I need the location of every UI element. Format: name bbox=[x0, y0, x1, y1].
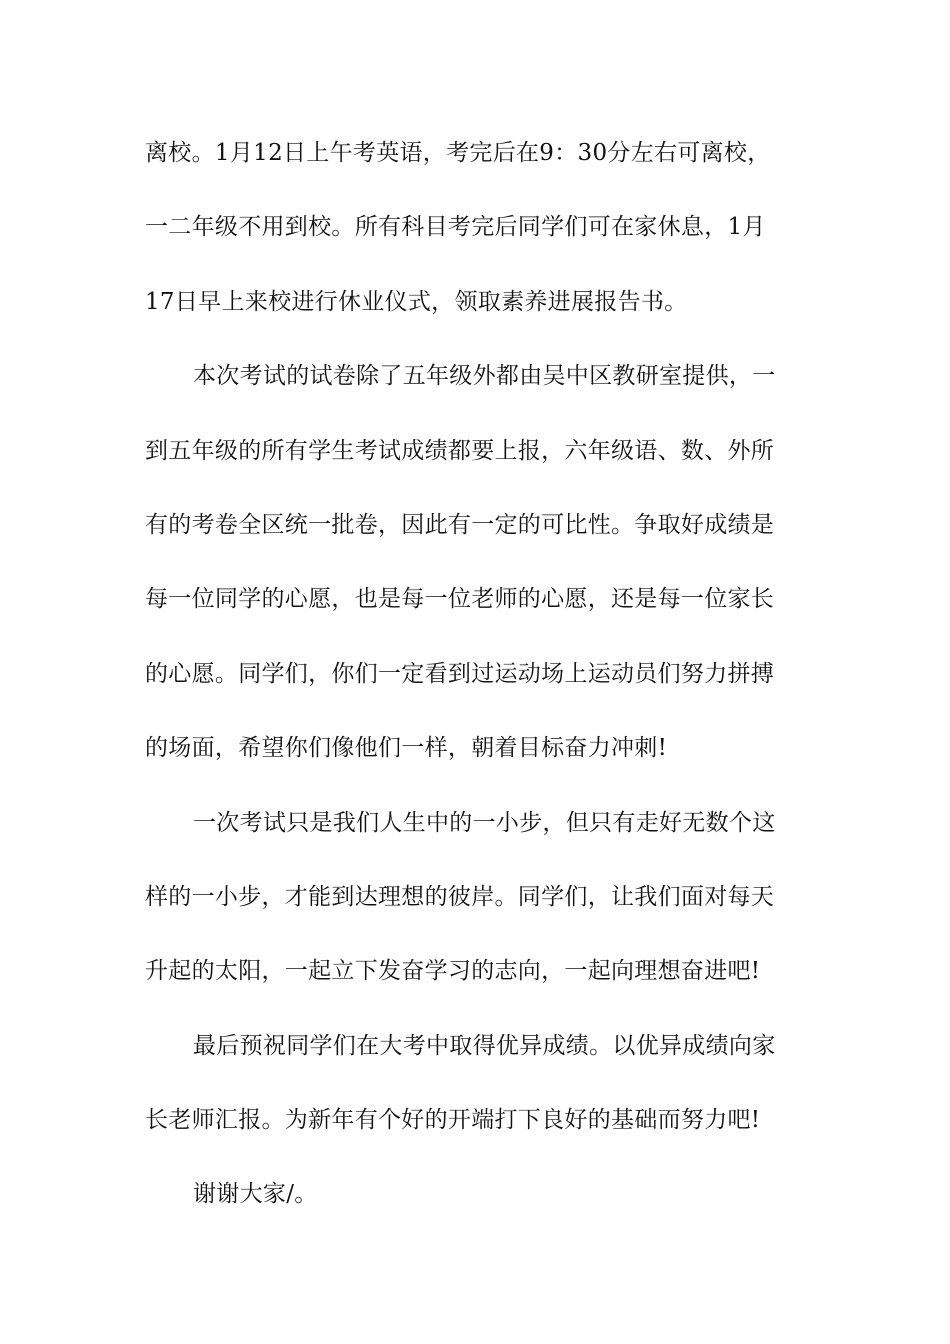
text-line: 长老师汇报。为新年有个好的开端打下良好的基础而努力吧! bbox=[145, 1107, 761, 1134]
text-line: 17日早上来校进行休业仪式，领取素养进展报告书。 bbox=[145, 288, 688, 315]
paragraph-start-line: 本次考试的试卷除了五年级外都由吴中区教研室提供，一 bbox=[193, 363, 776, 390]
paragraph-start-line: 一次考试只是我们人生中的一小步，但只有走好无数个这 bbox=[193, 809, 776, 836]
text-line: 的场面，希望你们像他们一样，朝着目标奋力冲刺! bbox=[145, 735, 668, 762]
text-line: 每一位同学的心愿，也是每一位老师的心愿，还是每一位家长 bbox=[145, 586, 775, 613]
text-line: 升起的太阳，一起立下发奋学习的志向，一起向理想奋进吧! bbox=[145, 958, 761, 985]
document-body bbox=[145, 128, 810, 1244]
paragraph-start-line: 最后预祝同学们在大考中取得优异成绩。以优异成绩向家 bbox=[193, 1032, 776, 1059]
text-line: 样的一小步，才能到达理想的彼岸。同学们，让我们面对每天 bbox=[145, 883, 775, 910]
closing-line: 谢谢大家/。 bbox=[193, 1181, 318, 1208]
text-line: 离校。1月12日上午考英语，考完后在9：30分左右可离校， bbox=[145, 140, 771, 166]
text-line: 的心愿。同学们，你们一定看到过运动场上运动员们努力拼搏 bbox=[145, 660, 775, 687]
text-line: 到五年级的所有学生考试成绩都要上报，六年级语、数、外所 bbox=[145, 437, 775, 464]
text-line: 有的考卷全区统一批卷，因此有一定的可比性。争取好成绩是 bbox=[145, 511, 775, 538]
text-line: 一二年级不用到校。所有科目考完后同学们可在家休息，1月 bbox=[145, 214, 766, 241]
